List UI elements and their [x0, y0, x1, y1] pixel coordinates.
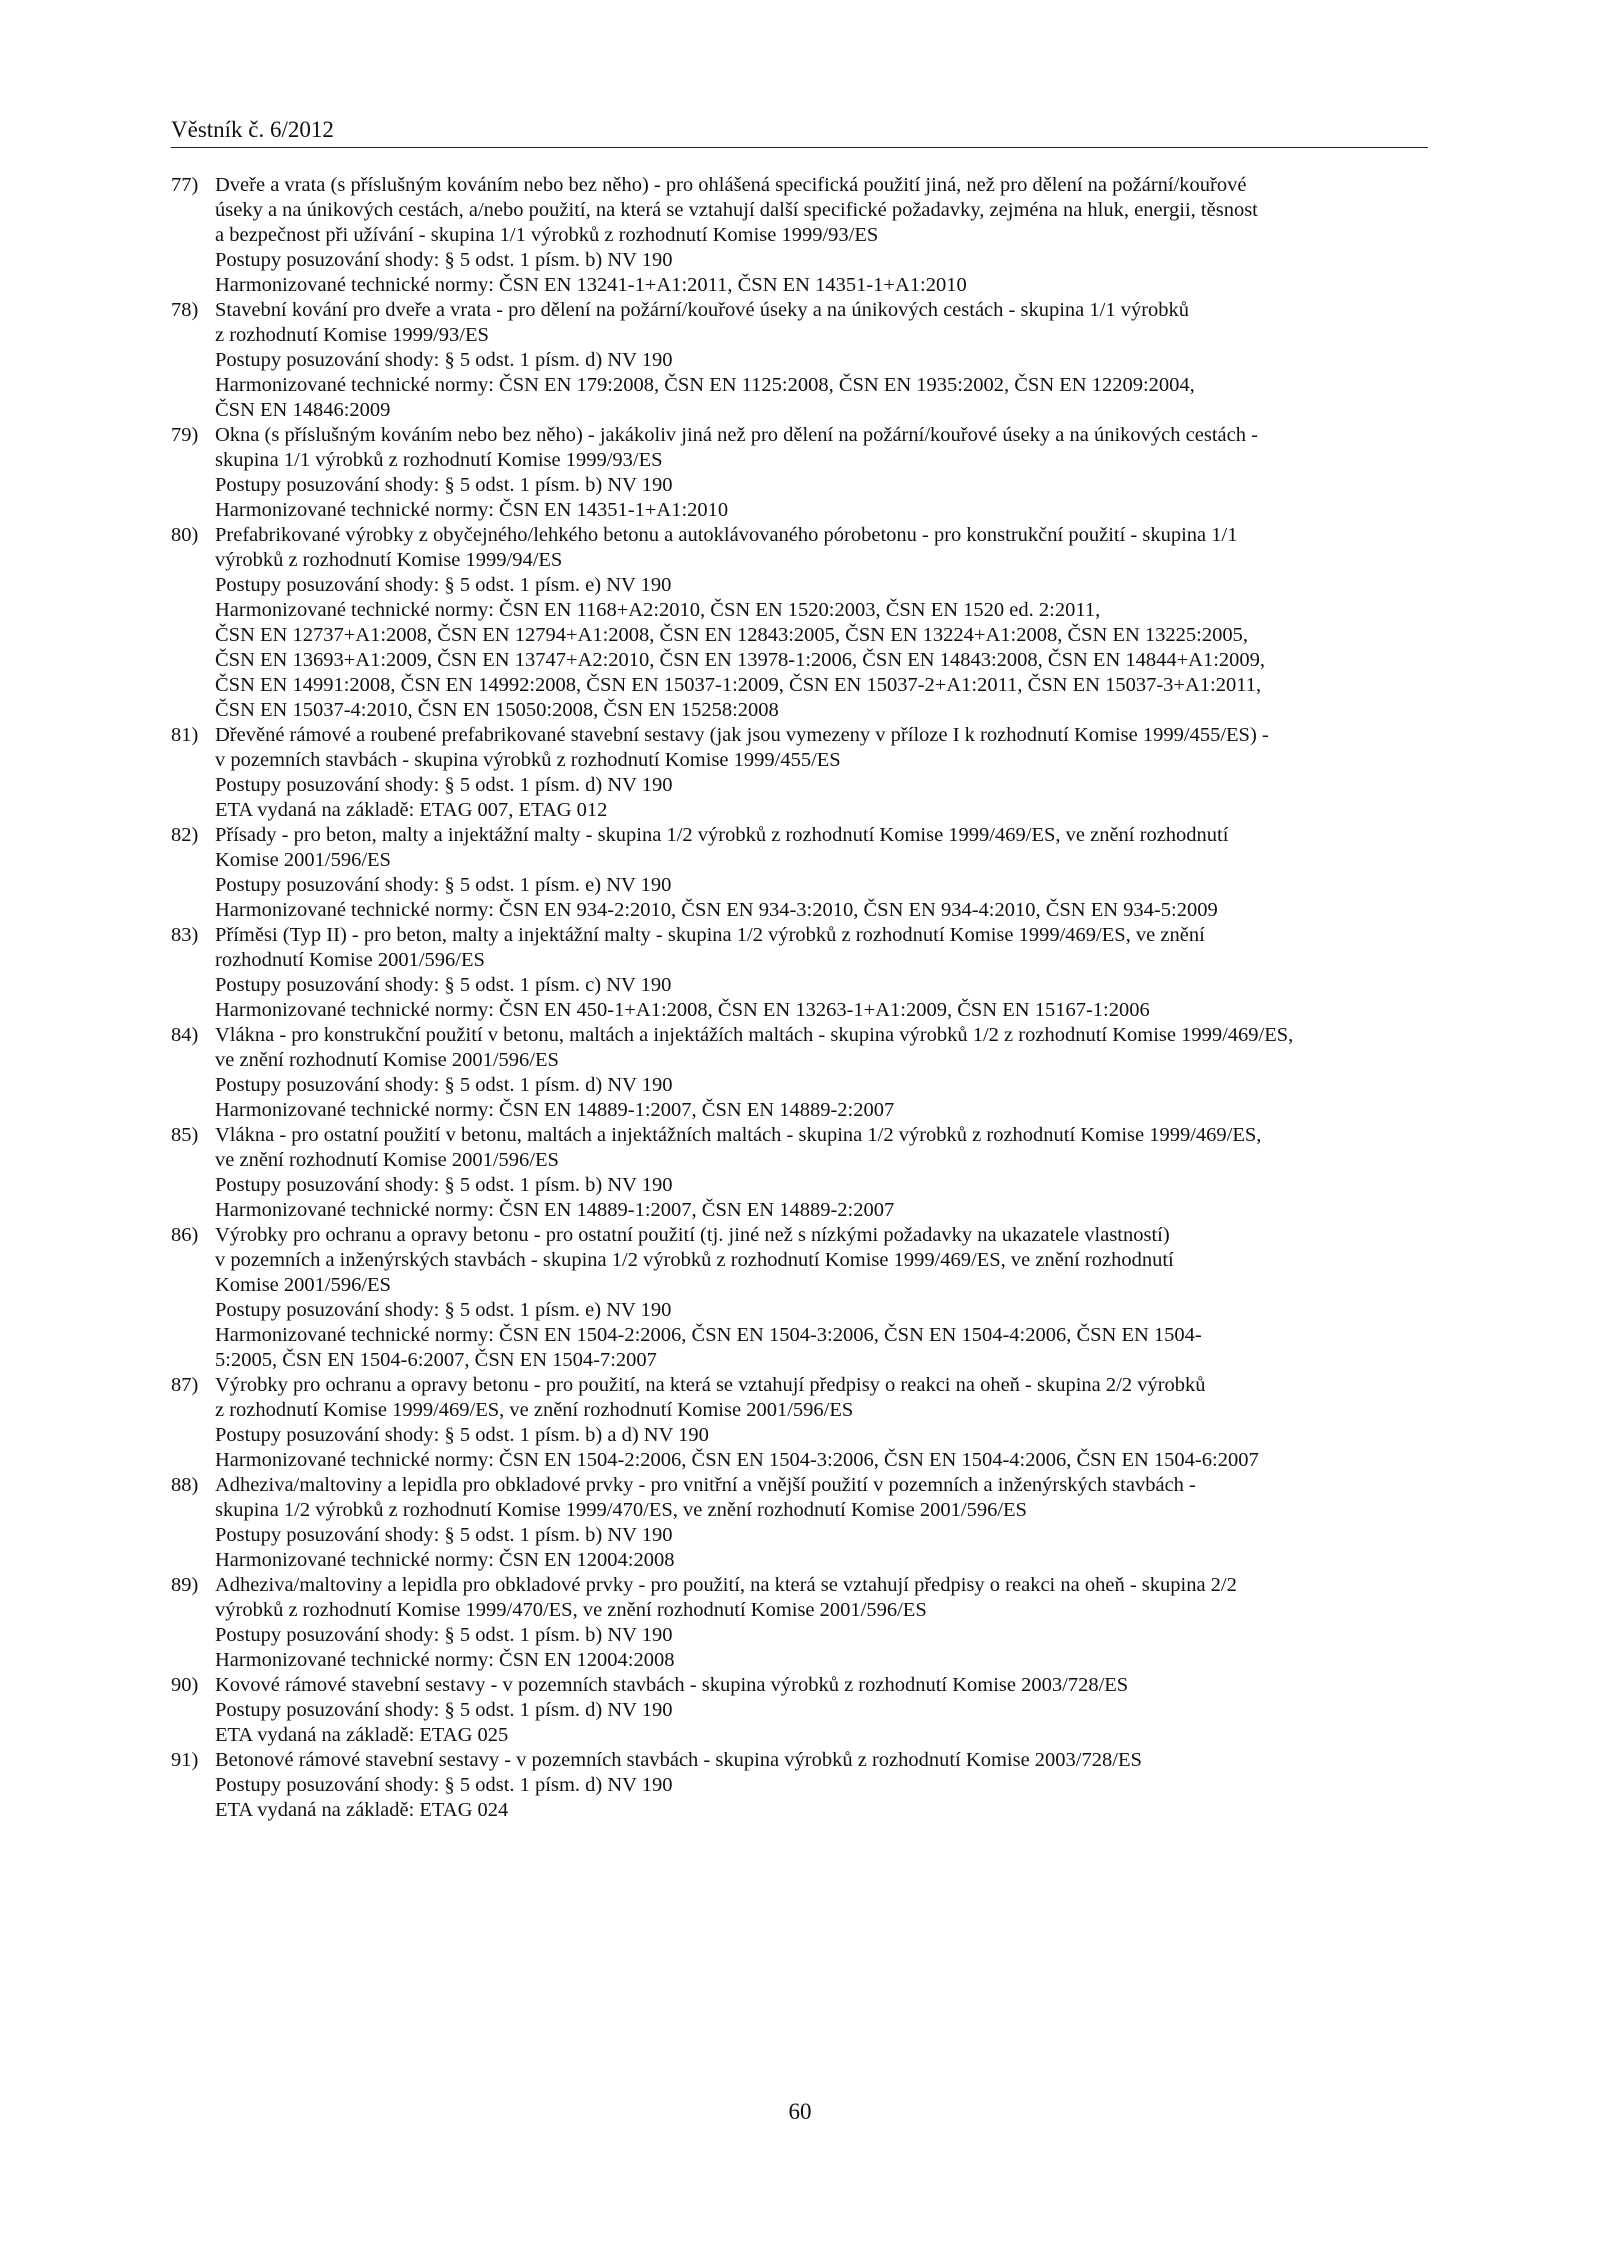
item-description-line: Stavební kování pro dveře a vrata - pro dělení na požární/kouřové úseky a na únikových cestách - skupina 1/1 výrobků	[215, 299, 1190, 321]
item-description-line: Vlákna - pro konstrukční použití v betonu, maltách a injektážích maltách - skupina výrobků 1/2 z rozhodnutí Komise 1999/469/ES,	[215, 1024, 1294, 1046]
item-number: 80)	[171, 524, 199, 546]
standards-line: Harmonizované technické normy: ČSN EN 14889-1:2007, ČSN EN 14889-2:2007	[215, 1099, 895, 1121]
item-number: 89)	[171, 1574, 199, 1596]
standards-line: Harmonizované technické normy: ČSN EN 12004:2008	[215, 1649, 675, 1671]
item-number: 87)	[171, 1374, 199, 1396]
assessment-procedure-line: Postupy posuzování shody: § 5 odst. 1 písm. d) NV 190	[215, 774, 673, 796]
item-number: 78)	[171, 299, 199, 321]
assessment-procedure-line: Postupy posuzování shody: § 5 odst. 1 písm. d) NV 190	[215, 1074, 673, 1096]
standards-line: ETA vydaná na základě: ETAG 007, ETAG 012	[215, 799, 608, 821]
item-description-line: Vlákna - pro ostatní použití v betonu, maltách a injektážních maltách - skupina 1/2 výrobků z rozhodnutí Komise 1999/469/ES,	[215, 1124, 1262, 1146]
item-number: 90)	[171, 1674, 199, 1696]
standards-line: Harmonizované technické normy: ČSN EN 1504-2:2006, ČSN EN 1504-3:2006, ČSN EN 1504-4:2006, ČSN EN 1504-	[215, 1324, 1202, 1346]
item-description-line: Výrobky pro ochranu a opravy betonu - pro použití, na která se vztahují předpisy o reakci na oheň - skupina 2/2 výrobků	[215, 1374, 1206, 1396]
standards-line: ČSN EN 12737+A1:2008, ČSN EN 12794+A1:2008, ČSN EN 12843:2005, ČSN EN 13224+A1:2008, ČSN EN 13225:2005,	[215, 624, 1248, 646]
assessment-procedure-line: Postupy posuzování shody: § 5 odst. 1 písm. e) NV 190	[215, 874, 672, 896]
item-list	[171, 173, 1428, 1823]
list-item	[171, 723, 1428, 823]
standards-line: ČSN EN 14846:2009	[215, 399, 391, 421]
standards-line: ČSN EN 14991:2008, ČSN EN 14992:2008, ČSN EN 15037-1:2009, ČSN EN 15037-2+A1:2011, ČSN EN 15037-3+A1:2011,	[215, 674, 1262, 696]
item-description-line: Dřevěné rámové a roubené prefabrikované stavební sestavy (jak jsou vymezeny v příloze I k rozhodnutí Komise 1999/455/ES) -	[215, 724, 1269, 746]
list-item	[171, 298, 1428, 423]
item-description-line: skupina 1/2 výrobků z rozhodnutí Komise 1999/470/ES, ve znění rozhodnutí Komise 2001/596/ES	[215, 1499, 1027, 1521]
list-item	[171, 423, 1428, 523]
item-description-line: z rozhodnutí Komise 1999/93/ES	[215, 324, 489, 346]
item-number: 84)	[171, 1024, 199, 1046]
item-description-line: Adheziva/maltoviny a lepidla pro obkladové prvky - pro použití, na která se vztahují předpisy o reakci na oheň - skupina 2/2	[215, 1574, 1237, 1596]
item-description-line: ve znění rozhodnutí Komise 2001/596/ES	[215, 1149, 559, 1171]
item-number: 79)	[171, 424, 199, 446]
item-description-line: Výrobky pro ochranu a opravy betonu - pro ostatní použití (tj. jiné než s nízkými požadavky na ukazatele vlastností)	[215, 1224, 1170, 1246]
standards-line: Harmonizované technické normy: ČSN EN 450-1+A1:2008, ČSN EN 13263-1+A1:2009, ČSN EN 15167-1:2006	[215, 999, 1150, 1021]
item-description-line: výrobků z rozhodnutí Komise 1999/470/ES, ve znění rozhodnutí Komise 2001/596/ES	[215, 1599, 927, 1621]
item-description-line: skupina 1/1 výrobků z rozhodnutí Komise 1999/93/ES	[215, 449, 663, 471]
item-description-line: ve znění rozhodnutí Komise 2001/596/ES	[215, 1049, 559, 1071]
item-description-line: Příměsi (Typ II) - pro beton, malty a injektážní malty - skupina 1/2 výrobků z rozhodnutí Komise 1999/469/ES, ve znění	[215, 924, 1205, 946]
assessment-procedure-line: Postupy posuzování shody: § 5 odst. 1 písm. c) NV 190	[215, 974, 672, 996]
item-description-line: z rozhodnutí Komise 1999/469/ES, ve znění rozhodnutí Komise 2001/596/ES	[215, 1399, 854, 1421]
item-description-line: a bezpečnost při užívání - skupina 1/1 výrobků z rozhodnutí Komise 1999/93/ES	[215, 224, 879, 246]
item-number: 88)	[171, 1474, 199, 1496]
page-number: 60	[788, 2099, 812, 2124]
assessment-procedure-line: Postupy posuzování shody: § 5 odst. 1 písm. e) NV 190	[215, 574, 672, 596]
item-description-line: Komise 2001/596/ES	[215, 1274, 391, 1296]
standards-line: Harmonizované technické normy: ČSN EN 14351-1+A1:2010	[215, 499, 729, 521]
item-number: 91)	[171, 1749, 199, 1771]
standards-line: 5:2005, ČSN EN 1504-6:2007, ČSN EN 1504-7:2007	[215, 1349, 657, 1371]
assessment-procedure-line: Postupy posuzování shody: § 5 odst. 1 písm. d) NV 190	[215, 349, 673, 371]
item-description-line: úseky a na únikových cestách, a/nebo použití, na která se vztahují další specifické požadavky, zejména na hluk, energii, těsnost	[215, 199, 1258, 221]
standards-line: Harmonizované technické normy: ČSN EN 1168+A2:2010, ČSN EN 1520:2003, ČSN EN 1520 ed. 2:2011,	[215, 599, 1101, 621]
item-number: 81)	[171, 724, 199, 746]
item-number: 77)	[171, 174, 199, 196]
list-item	[171, 823, 1428, 923]
item-description-line: v pozemních stavbách - skupina výrobků z rozhodnutí Komise 1999/455/ES	[215, 749, 841, 771]
standards-line: Harmonizované technické normy: ČSN EN 13241-1+A1:2011, ČSN EN 14351-1+A1:2010	[215, 274, 967, 296]
list-item	[171, 923, 1428, 1023]
item-number: 82)	[171, 824, 199, 846]
item-description-line: Betonové rámové stavební sestavy - v pozemních stavbách - skupina výrobků z rozhodnutí Komise 2003/728/ES	[215, 1749, 1142, 1771]
journal-title: Věstník č. 6/2012	[171, 117, 334, 142]
list-item	[171, 1023, 1428, 1123]
standards-line: ETA vydaná na základě: ETAG 025	[215, 1724, 509, 1746]
standards-line: ČSN EN 13693+A1:2009, ČSN EN 13747+A2:2010, ČSN EN 13978-1:2006, ČSN EN 14843:2008, ČSN EN 14844+A1:2009,	[215, 649, 1266, 671]
assessment-procedure-line: Postupy posuzování shody: § 5 odst. 1 písm. d) NV 190	[215, 1774, 673, 1796]
standards-line: ČSN EN 15037-4:2010, ČSN EN 15050:2008, ČSN EN 15258:2008	[215, 699, 779, 721]
item-description-line: rozhodnutí Komise 2001/596/ES	[215, 949, 485, 971]
assessment-procedure-line: Postupy posuzování shody: § 5 odst. 1 písm. b) NV 190	[215, 1624, 673, 1646]
assessment-procedure-line: Postupy posuzování shody: § 5 odst. 1 písm. b) NV 190	[215, 1174, 673, 1196]
item-description-line: Kovové rámové stavební sestavy - v pozemních stavbách - skupina výrobků z rozhodnutí Komise 2003/728/ES	[215, 1674, 1129, 1696]
item-number: 85)	[171, 1124, 199, 1146]
standards-line: Harmonizované technické normy: ČSN EN 934-2:2010, ČSN EN 934-3:2010, ČSN EN 934-4:2010, ČSN EN 934-5:2009	[215, 899, 1218, 921]
list-item	[171, 1748, 1428, 1823]
item-description-line: Přísady - pro beton, malty a injektážní malty - skupina 1/2 výrobků z rozhodnutí Komise 1999/469/ES, ve znění rozhodnutí	[215, 824, 1229, 846]
assessment-procedure-line: Postupy posuzování shody: § 5 odst. 1 písm. b) NV 190	[215, 474, 673, 496]
standards-line: ETA vydaná na základě: ETAG 024	[215, 1799, 509, 1821]
assessment-procedure-line: Postupy posuzování shody: § 5 odst. 1 písm. d) NV 190	[215, 1699, 673, 1721]
list-item	[171, 173, 1428, 298]
item-description-line: Adheziva/maltoviny a lepidla pro obkladové prvky - pro vnitřní a vnější použití v pozemních a inženýrských stavbách -	[215, 1474, 1196, 1496]
standards-line: Harmonizované technické normy: ČSN EN 179:2008, ČSN EN 1125:2008, ČSN EN 1935:2002, ČSN EN 12209:2004,	[215, 374, 1195, 396]
list-item	[171, 1673, 1428, 1748]
standards-line: Harmonizované technické normy: ČSN EN 12004:2008	[215, 1549, 675, 1571]
assessment-procedure-line: Postupy posuzování shody: § 5 odst. 1 písm. b) NV 190	[215, 249, 673, 271]
list-item	[171, 1123, 1428, 1223]
assessment-procedure-line: Postupy posuzování shody: § 5 odst. 1 písm. b) a d) NV 190	[215, 1424, 709, 1446]
item-description-line: Dveře a vrata (s příslušným kováním nebo bez něho) - pro ohlášená specifická použití jiná, než pro dělení na požární/kouřové	[215, 174, 1247, 196]
assessment-procedure-line: Postupy posuzování shody: § 5 odst. 1 písm. e) NV 190	[215, 1299, 672, 1321]
list-item	[171, 1223, 1428, 1373]
item-description-line: Prefabrikované výrobky z obyčejného/lehkého betonu a autoklávovaného pórobetonu - pro konstrukční použití - skupina 1/1	[215, 524, 1238, 546]
list-item	[171, 1373, 1428, 1473]
list-item	[171, 523, 1428, 723]
page-header	[171, 113, 1428, 148]
item-description-line: v pozemních a inženýrských stavbách - skupina 1/2 výrobků z rozhodnutí Komise 1999/469/ES, ve znění rozhodnutí	[215, 1249, 1174, 1271]
item-number: 86)	[171, 1224, 199, 1246]
list-item	[171, 1573, 1428, 1673]
assessment-procedure-line: Postupy posuzování shody: § 5 odst. 1 písm. b) NV 190	[215, 1524, 673, 1546]
item-description-line: Komise 2001/596/ES	[215, 849, 391, 871]
item-number: 83)	[171, 924, 199, 946]
standards-line: Harmonizované technické normy: ČSN EN 14889-1:2007, ČSN EN 14889-2:2007	[215, 1199, 895, 1221]
standards-line: Harmonizované technické normy: ČSN EN 1504-2:2006, ČSN EN 1504-3:2006, ČSN EN 1504-4:2006, ČSN EN 1504-6:2007	[215, 1449, 1259, 1471]
list-item	[171, 1473, 1428, 1573]
item-description-line: výrobků z rozhodnutí Komise 1999/94/ES	[215, 549, 563, 571]
item-description-line: Okna (s příslušným kováním nebo bez něho) - jakákoliv jiná než pro dělení na požární/kouřové úseky a na únikových cestách -	[215, 424, 1258, 446]
